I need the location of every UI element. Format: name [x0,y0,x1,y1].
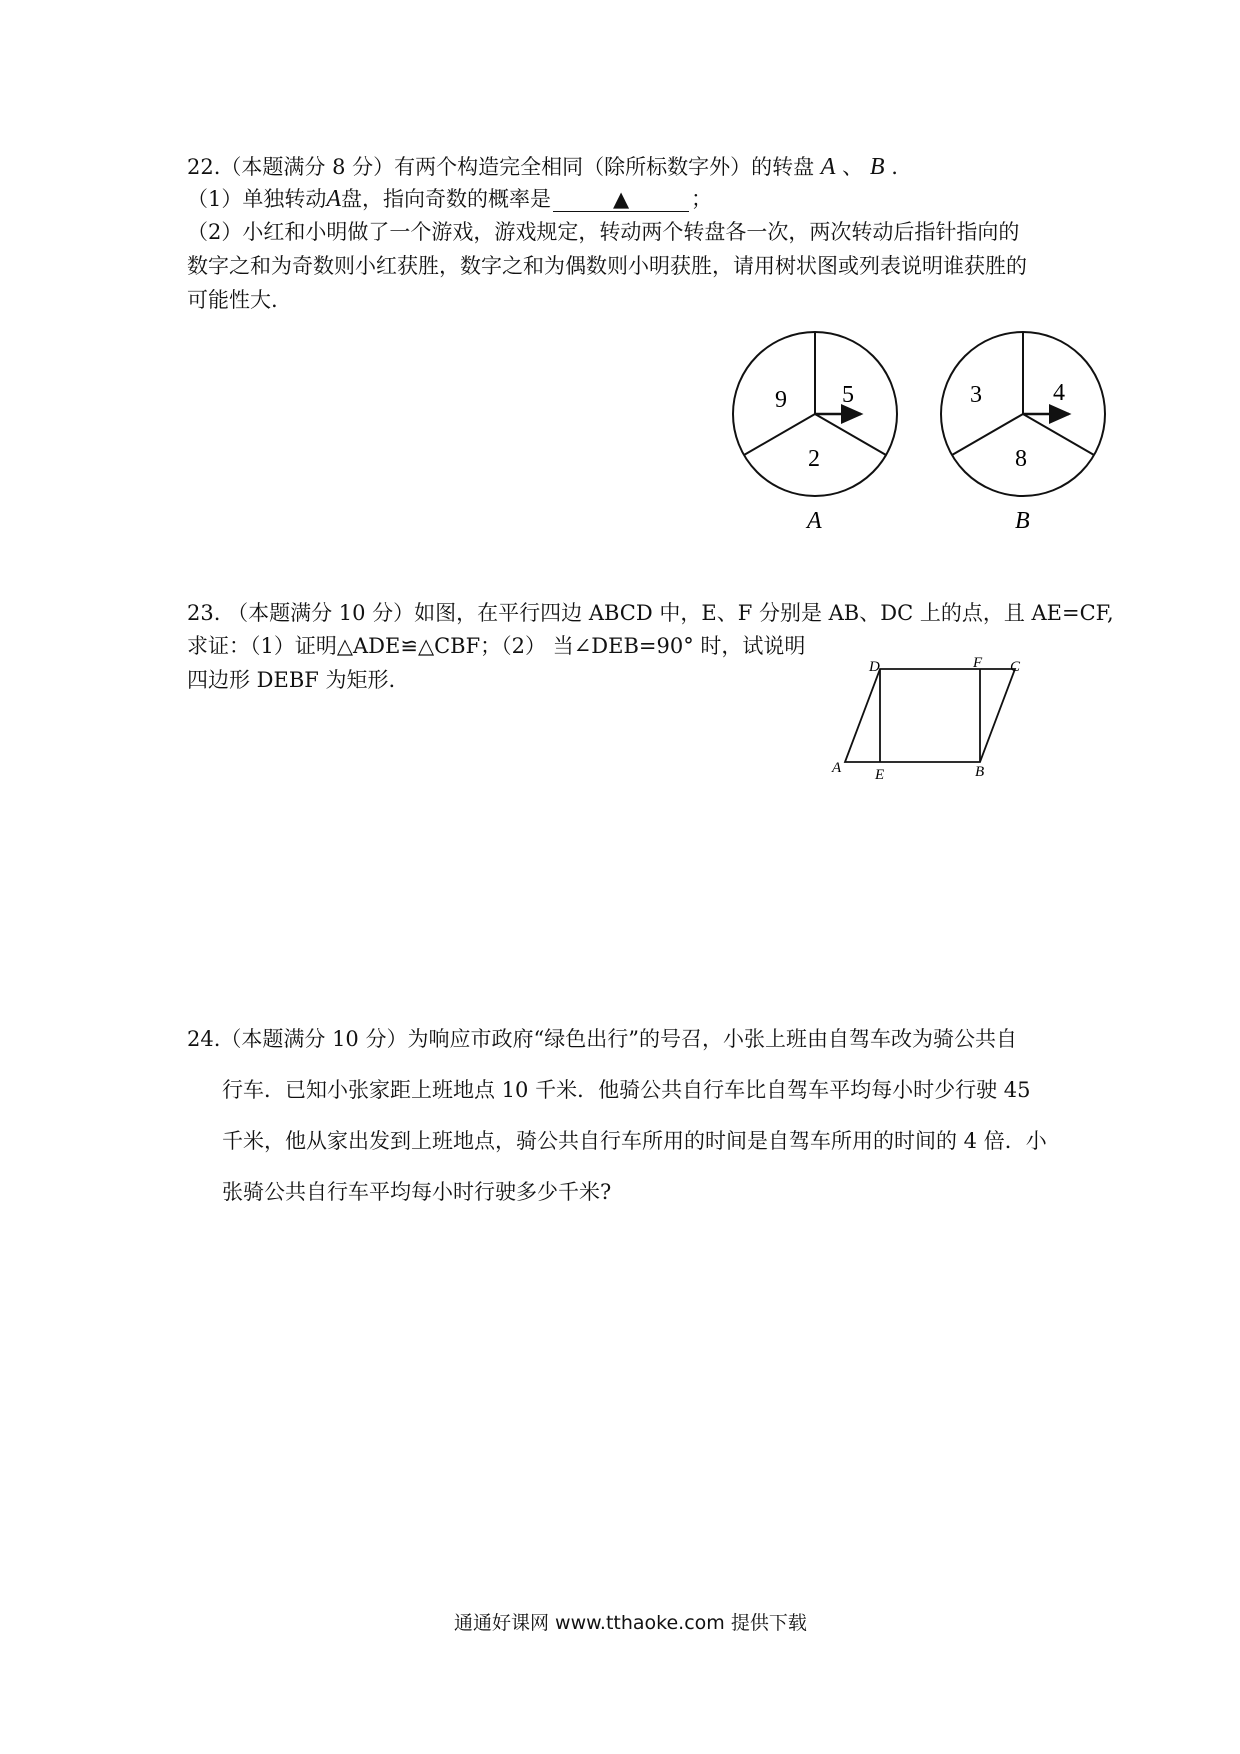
q22-disc-a: A [820,154,836,180]
q22-p1-end: ； [691,187,713,211]
vertex-label-e: E [875,767,885,783]
q22-p1-disc: A [326,186,342,212]
q22-part2-line3: 可能性大. [187,288,278,312]
spinner-a-number: 2 [808,446,820,472]
spinner-b [941,332,1105,534]
q24-line1: 24.（本题满分 10 分）为响应市政府“绿色出行”的号召，小张上班由自驾车改为骑公共自 [187,1027,1017,1051]
q24-line4: 张骑公共自行车平均每小时行驶多少千米? [222,1180,612,1204]
footer-text: 通通好课网 www.tthaoke.com 提供下载 [454,1612,807,1634]
q22-sep: 、 [842,155,864,179]
q23-line3: 四边形 DEBF 为矩形. [187,668,396,692]
answer-blank [553,187,689,212]
spinner-a [733,332,897,534]
spinner-a-label: A [807,508,822,534]
spinners-figure [715,320,1115,550]
q23-line2: 求证：（1）证明△ADE≌△CBF；（2） 当∠DEB=90° 时，试说明 [187,634,806,658]
vertex-label-a: A [832,760,842,776]
spinner-b-label: B [1015,508,1030,534]
spinner-b-number: 8 [1015,446,1027,472]
q23-line1: 23. （本题满分 10 分）如图，在平行四边 ABCD 中，E、F 分别是 AB、DC 上的点，且 AE=CF, [187,601,1114,625]
q22-part2-line2: 数字之和为奇数则小红获胜，数字之和为偶数则小明获胜，请用树状图或列表说明谁获胜的 [187,254,1027,278]
triangle-icon: ▲ [612,187,630,211]
q22-line1 [187,150,898,184]
vertex-label-f: F [973,655,983,671]
q22-disc-b: B [869,154,885,180]
q22-part2-line1: （2）小红和小明做了一个游戏，游戏规定，转动两个转盘各一次，两次转动后指针指向的 [187,220,1020,244]
q24-line3: 千米，他从家出发到上班地点，骑公共自行车所用的时间是自驾车所用的时间的 4 倍．小 [222,1129,1047,1153]
q24-line2: 行车．已知小张家距上班地点 10 千米．他骑公共自行车比自驾车平均每小时少行驶 45 [222,1078,1031,1102]
spinner-b-number: 3 [970,382,982,408]
vertex-label-b: B [975,764,985,780]
q22-p1-pre: （1）单独转动 [187,187,327,211]
parallelogram-figure [825,655,1035,785]
vertex-label-c: C [1010,659,1021,675]
q22-part1 [187,182,712,216]
spinner-a-number: 9 [775,387,787,413]
q22-p1-mid: 盘，指向奇数的概率是 [341,187,552,211]
q22-intro: 22.（本题满分 8 分）有两个构造完全相同（除所标数字外）的转盘 [187,155,815,179]
q22-period: . [891,155,898,179]
spinner-b-number: 4 [1053,380,1065,406]
vertex-label-d: D [869,659,880,675]
spinner-a-number: 5 [842,382,854,408]
